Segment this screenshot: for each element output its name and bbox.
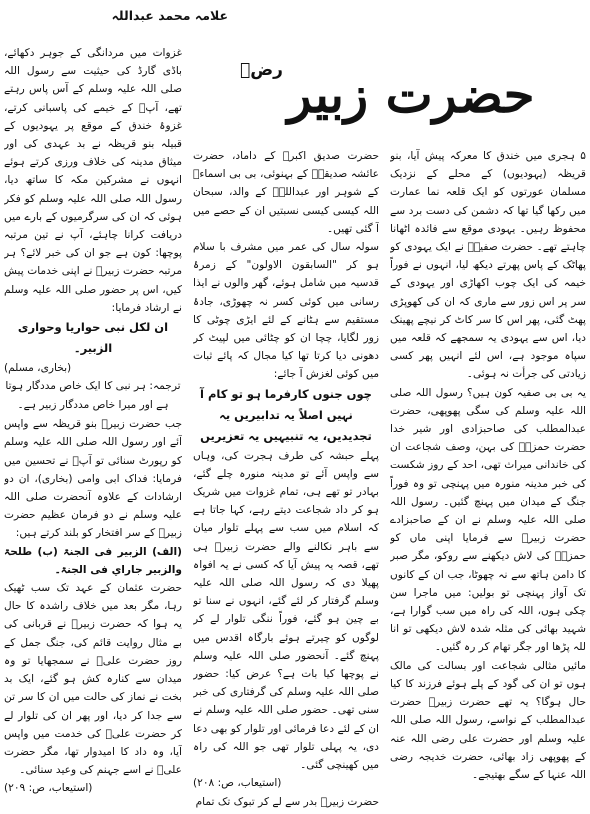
paragraph: یہ بی بی صفیہ کون ہیں؟ رسول اللہ صلی اللہ علیہ وسلم کی سگی پھوپھی، حضرت عبدالمطلب کی صاحبزادی اور شیر خدا حضرت حمزہؓ کی بہن، وصف شجاعت ان کی خاندانی میراث تھی، احد کے روز شکست کی خبر مدینہ منورہ میں پہنچی تو وہ فوراً جنگ کے میدان میں پہنچ گئیں۔ رسول اللہ صلی اللہ علیہ وسلم نے ان کے صاحبزادے حضرت زبیرؓ سے فرمایا اپنی ماں کو حمزہؓ کی لاش دیکھنے سے روکو، مگر صبر کا دامن ہاتھ سے نہ چھوٹا، جب ان کے کانوں تک آواز پہنچی تو بولیں: میں ماجرا سن چکی ہوں، اللہ کی راہ میں سب گوارا ہے، شہید بھائی کی مثلہ شدہ لاش دیکھی تو انا للہ پڑھا اور جگر تھام کر رہ گئیں۔ [390, 386, 586, 654]
paragraph: حضرت صدیق اکبرؓ کے داماد، حضرت عائشہ صدیقہؓ کے بہنوئی، بی بی اسماءؓ کے شوہر اور عبداللہؓ کے والد، سبحان اللہ کیسی کیسی نسبتیں ان کے حصے میں آ گئی تھیں۔ [193, 150, 379, 235]
paragraph: ۵ ہجری میں خندق کا معرکہ پیش آیا، بنو قریظہ (یہودیوں) کے محلے کے نزدیک مسلمان عورتوں کو ایک قلعہ نما عمارت میں رکھا گیا تھا کہ دشمن کی دست برد سے محفوظ رہیں۔ یہودی موقع سے فائدہ اٹھانا چاہتے تھے۔ حضرت صفیہؓ نے ایک یہودی کو پھاٹک کے پاس پھرتے دیکھ لیا، انہوں نے فوراً خیمہ کی ایک چوب اکھاڑی اور یہودی کے سر پر اس زور سے ماری کہ ان کی کھوپڑی پھٹ گئی، پھر اس کا سر کاٹ کر نیچے پھینک دیا، اس سے یہودی یہ سمجھے کہ قلعہ میں سپاہ موجود ہے، اس لئے انہیں پھر کسی زیادتی کی جرأت نہ ہوئی۔ [390, 150, 586, 381]
author-name: علامہ محمد عبداللہ [111, 8, 228, 23]
paragraph: پہلے حبشہ کی طرف ہجرت کی، وہاں سے واپس آئے تو مدینہ منورہ چلے گئے، بہادر تو تھے ہی، تمام غزوات میں شریک ہو کر داد شجاعت دیتے رہے، کہا جاتا ہے کہ اسلام میں سب سے پہلے تلوار میان سے باہر نکالنے والے حضرت زبیرؓ ہی تھے، قصہ یہ پیش آیا کہ کسی نے یہ افواہ پھیلا دی کہ رسول اللہ صلی اللہ علیہ وسلم گرفتار کر لئے گئے، انہوں نے سنا تو بے چین ہو گئے، فوراً ننگی تلوار لے کر لوگوں کو چیرتے ہوئے بارگاہ اقدس میں پہنچ گئے۔ آنحضور صلی اللہ علیہ وسلم نے پوچھا کیا بات ہے؟ عرض کیا: حضور صلی اللہ علیہ وسلم کی گرفتاری کی خبر سنی تھی۔ حضور صلی اللہ علیہ وسلم نے ان کے لئے دعا فرمائی اور تلوار کو بھی دعا دی، یہ پہلی تلوار تھی جو اللہ کی راہ میں کھینچی گئی۔ [193, 449, 379, 772]
paragraph: سولہ سال کی عمر میں مشرف با سلام ہو کر "السابقون الاولون" کے زمرۂ قدسیہ میں شامل ہوئے، گھر والوں نے ایذا رسانی میں کوئی کسر نہ چھوڑی، جادۂ مستقیم سے ہٹانے کے لئے ایڑی چوٹی کا زور لگایا، چچا ان کو چٹائی میں لپیٹ کر دھونی دیا کرتا تھا کیا مجال کہ پائے ثبات میں کوئی لغزش آ جائے: [193, 241, 379, 381]
paragraph: جب حضرت زبیرؓ بنو قریظہ سے واپس آئے اور رسول اللہ صلی اللہ علیہ وسلم کو رپورٹ سنائی تو آپؐ نے تحسین میں فرمایا: فداک ابی وامی (بخاری)، ان دو ارشادات کے علاوہ آنحضرت صلی اللہ علیہ وسلم نے دو فرمان عظیم حضرت زبیرؓ کے سر افتخار کو بلند کرتے ہیں: [4, 418, 182, 540]
paragraph: حضرت عثمان کے عہد تک سب ٹھیک رہا، مگر بعد میں خلاف راشدہ کا حال یہ ہوا کہ حضرت زبیرؓ نے قربانی کی بے مثال روایت قائم کی، جنگ جمل کے روز حضرت علیؓ نے سمجھایا تو وہ میدان سے کنارہ کش ہو گئے، ایک بد بخت نے نماز کی حالت میں ان کا سر تن سے جدا کر دیا، اور پھر ان کی تلوار لے کر حضرت علیؓ کی خدمت میں واپس آیا، وہ داد کا امیدوار تھا، مگر حضرت علیؓ نے اسے جہنم کی وعید سنائی۔ [4, 582, 182, 777]
hadith-arabic-continued: الزبیر۔ [73, 341, 113, 356]
title-honorific: رضؓ [240, 60, 283, 80]
article-title: حضرت زبیر [287, 65, 535, 124]
citation: (بخاری، مسلم) [4, 362, 72, 375]
paragraph: مائیں مثالی شجاعت اور بسالت کی مالک ہوں تو ان کی گود کے پلے ہوئے فرزند کا کیا حال ہوگا؟ یہ تھے حضرت زبیرؓ حضرت عبدالمطلب کے نواسے، رسول اللہ صلی اللہ علیہ وسلم اور حضرت علی رضی اللہ عنہ کے پھوپھی زاد بھائی، حضرت خدیجہ رضی اللہ عنہا کے سگے بھتیجے۔ [390, 659, 586, 781]
poetry-verse: چوں جنوں کارفرما ہو تو کام آ نہیں اصلاً یہ تدابیریں یہ تجدیدیں، یہ تنبیہیں یہ تعزیریں [200, 386, 372, 443]
hadith-translation: ترجمہ: ہر نبی کا ایک خاص مددگار ہوتا ہے اور میرا خاص مددگار زبیر ہے۔ [5, 380, 181, 412]
citation: (استیعاب، ص: ۲۰۹) [4, 782, 93, 795]
hadith-arabic-2: (الف) الزبیر فی الجنۃ (ب) طلحۃ والزبیر جاراي فی الجنۃ۔ [4, 545, 182, 576]
right-column [390, 147, 586, 812]
paragraph: حضرت زبیرؓ بدر سے لے کر تبوک تک تمام [195, 795, 379, 808]
middle-column [193, 147, 379, 812]
citation: (استیعاب، ص: ۲۰۸) [193, 777, 282, 790]
left-column [4, 44, 182, 812]
paragraph: غزوات میں مردانگی کے جوہر دکھائے، باڈی گارڈ کی حیثیت سے رسول اللہ صلی اللہ علیہ وسلم کے آس پاس رہتے تھے، آپؐ کے خیمے کی پاسبانی کرتے، غزوۂ خندق کے موقع پر یہودیوں کے قبیلہ بنو قریظہ نے بد عہدی کی اور میثاق مدینہ کی خلاف ورزی کرتے ہوئے انہوں نے مشرکین مکہ کا ساتھ دیا، رسول اللہ صلی اللہ علیہ وسلم کو فکر ہوئی کہ ان کی سرگرمیوں کے بارے میں دریافت کرانا چاہئے، آپ نے تین مرتبہ پوچھا: کون ہے جو ان کی خبر لائے؟ ہر مرتبہ حضرت زبیرؓ نے اپنی خدمات پیش کیں، اس پر حضور صلی اللہ علیہ وسلم نے ارشاد فرمایا: [4, 47, 182, 314]
hadith-arabic: ان لکل نبی حواریا وحواری [17, 320, 169, 335]
